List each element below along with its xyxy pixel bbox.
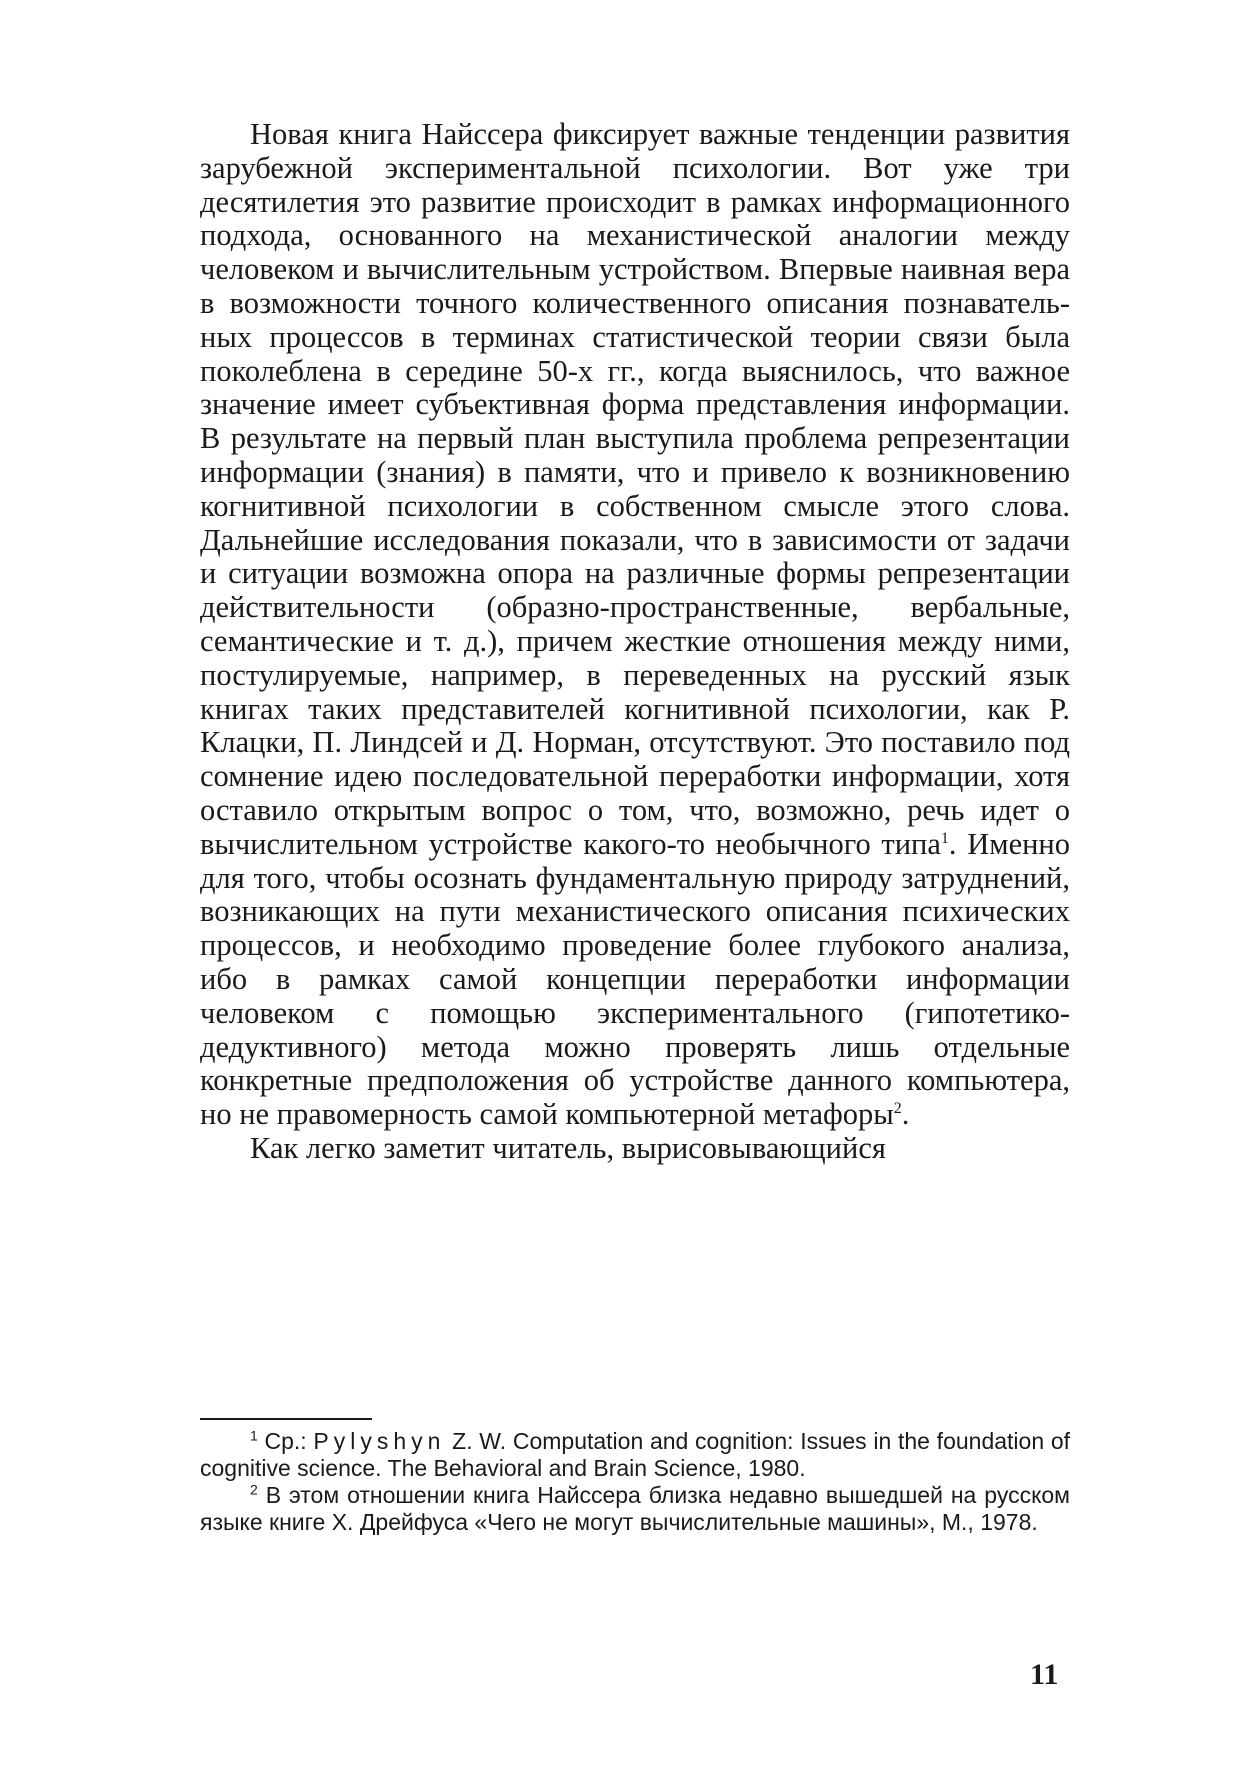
- footnote-ref-2: 2: [893, 1099, 902, 1117]
- paragraph-1-part-a: Новая книга Найссера фиксирует важные тенденции развития зарубежной экспериментальной психологии. Вот уже три десятилетия это развитие происходит в рамках информационного подхода, основанного на механистической аналогии между человеком и вычислительным устройством. Впервые наивная вера в возможности точного количественного описания познавательных процессов в терминах статистической теории связи была поколеблена в середине 50-х гг., когда выяснилось, что важное значение имеет субъективная форма представления информации. В результате на первый план выступила проблема репрезентации информации (знания) в памяти, что и привело к возникновению когнитивной психологии в собственном смысле этого слова. Дальнейшие исследования показали, что в зависимости от задачи и ситуации возможна опора на различные формы репрезентации действительности (образно-пространственные, вербальные, семантические и т. д.), причем жесткие отношения между ними, постулируемые, например, в переведенных на русский язык книгах таких представителей когнитивной психологии, как Р. Клацки, П. Линдсей и Д. Норман, отсутствуют. Это поставило под сомнение идею последовательной переработки информации, хотя оставило открытым вопрос о том, что, возможно, речь идет о вычислительном устройстве какого-то необычного типа: [200, 117, 1070, 861]
- footnotes: [200, 1428, 1070, 1536]
- footnote-divider: [200, 1418, 372, 1420]
- paragraph-1-part-b: . Именно для того, чтобы осознать фундаментальную природу затруднений, возникающих на пути механистического описания психических процессов, и необходимо проведение более глубокого анализа, ибо в рамках самой концепции переработки информации человеком с помощью экспериментального (гипотетико-дедуктивного) метода можно проверять лишь отдельные конкретные предположения об устройстве данного компьютера, но не правомерность самой компьютерной метафоры: [200, 826, 1070, 1132]
- footnote-2: [200, 1482, 1070, 1536]
- paragraph-2: Как легко заметит читатель, вырисовывающийся: [250, 1130, 886, 1165]
- footnote-1-text: Z. W. Computation and cognition: Issues in the foundation of cognitive science. The Behavioral and Brain Science, 1980.: [200, 1428, 1071, 1481]
- footnote-2-marker: 2: [250, 1481, 258, 1498]
- page-number: 11: [1030, 1658, 1059, 1691]
- paragraph-1-part-c: .: [901, 1097, 910, 1132]
- footnote-2-text: В этом отношении книга Найссера близка недавно вышедшей на русском языке книге Х. Дрейфуса «Чего не могут вычислительные машины», М., 1978.: [200, 1482, 1070, 1535]
- footnote-1-prefix: Ср.:: [264, 1428, 314, 1454]
- footnote-1-author: Pylyshyn: [313, 1428, 446, 1454]
- paragraph-1: [200, 118, 1070, 1132]
- footnote-1-marker: 1: [250, 1427, 258, 1444]
- footnote-1: [200, 1428, 1070, 1482]
- main-text: [200, 118, 1070, 1166]
- footnote-ref-1: 1: [940, 829, 949, 847]
